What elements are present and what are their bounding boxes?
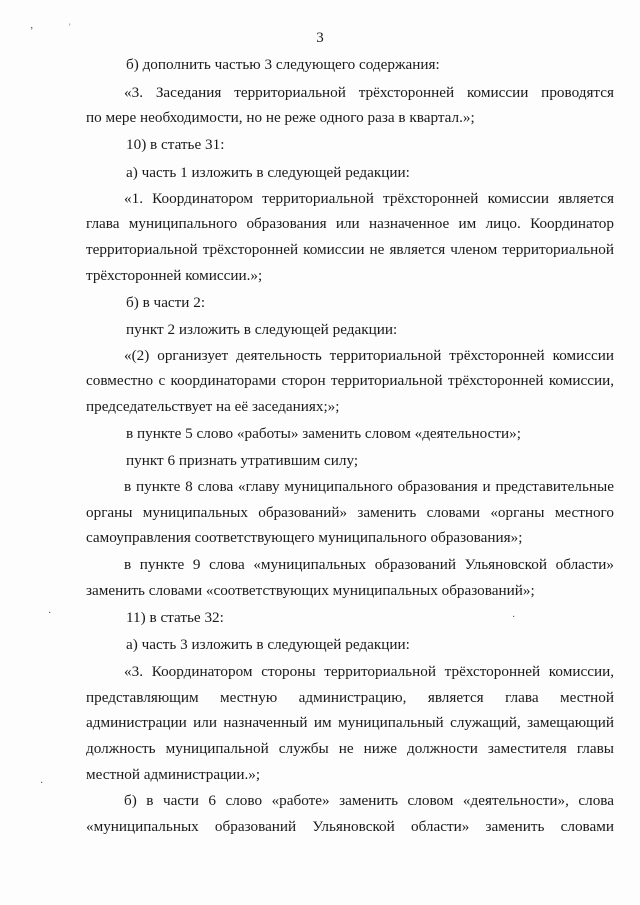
text-line: 11) в статье 32: — [126, 609, 224, 626]
text-line: администрации или назначенный им муниципальный служащий, замещающий — [86, 714, 614, 731]
text-line: представляющим местную администрацию, является глава местной — [86, 689, 614, 706]
text-line: «(2) организует деятельность территориальной трёхсторонней комиссии — [124, 347, 614, 364]
text-line: б) в части 6 слово «работе» заменить словом «деятельности», слова — [124, 792, 614, 809]
text-line: местной администрации.»; — [86, 766, 261, 783]
text-line: в пункте 9 слова «муниципальных образований Ульяновской области» — [124, 556, 614, 573]
text-line: «3. Заседания территориальной трёхсторонней комиссии проводятся — [124, 84, 614, 101]
text-line: пункт 6 признать утратившим силу; — [126, 452, 359, 469]
text-line: б) дополнить частью 3 следующего содержания: — [126, 56, 440, 73]
scan-speck: ‚ — [30, 20, 34, 31]
text-line: 10) в статье 31: — [126, 136, 225, 153]
scan-speck: · — [512, 612, 516, 623]
text-line: трёхсторонней комиссии.»; — [86, 267, 263, 284]
text-line: пункт 2 изложить в следующей редакции: — [126, 321, 398, 338]
text-line: должность муниципальной службы не ниже должности заместителя главы — [86, 740, 614, 757]
text-line: заменить словами «соответствующих муниципальных образований»; — [86, 582, 535, 599]
scan-speck: · — [40, 778, 44, 789]
text-line: а) часть 1 изложить в следующей редакции: — [126, 164, 410, 181]
text-line: совместно с координаторами сторон территориальной трёхсторонней комиссии, — [86, 372, 614, 389]
scan-speck: · — [48, 608, 52, 619]
text-line: самоуправления соответствующего муниципального образования»; — [86, 529, 523, 546]
text-line: а) часть 3 изложить в следующей редакции: — [126, 636, 410, 653]
text-line: «муниципальных образований Ульяновской области» заменить словами — [86, 818, 614, 835]
text-line: в пункте 5 слово «работы» заменить словом «деятельности»; — [126, 425, 521, 442]
text-line: в пункте 8 слова «главу муниципального образования и представительные — [124, 478, 614, 495]
text-line: территориальной трёхсторонней комиссии не является членом территориальной — [86, 241, 614, 258]
text-line: «1. Координатором территориальной трёхсторонней комиссии является — [124, 190, 614, 207]
scan-speck: ˒ — [68, 18, 72, 29]
text-line: председательствует на её заседаниях;»; — [86, 398, 340, 415]
text-line: глава муниципального образования или назначенное им лицо. Координатор — [86, 215, 614, 232]
text-line: по мере необходимости, но не реже одного раза в квартал.»; — [86, 109, 475, 126]
text-line: «3. Координатором стороны территориальной трёхсторонней комиссии, — [124, 663, 614, 680]
page-number: 3 — [316, 30, 324, 46]
text-line: б) в части 2: — [126, 294, 206, 311]
text-line: органы муниципальных образований» заменить словами «органы местного — [86, 504, 614, 521]
